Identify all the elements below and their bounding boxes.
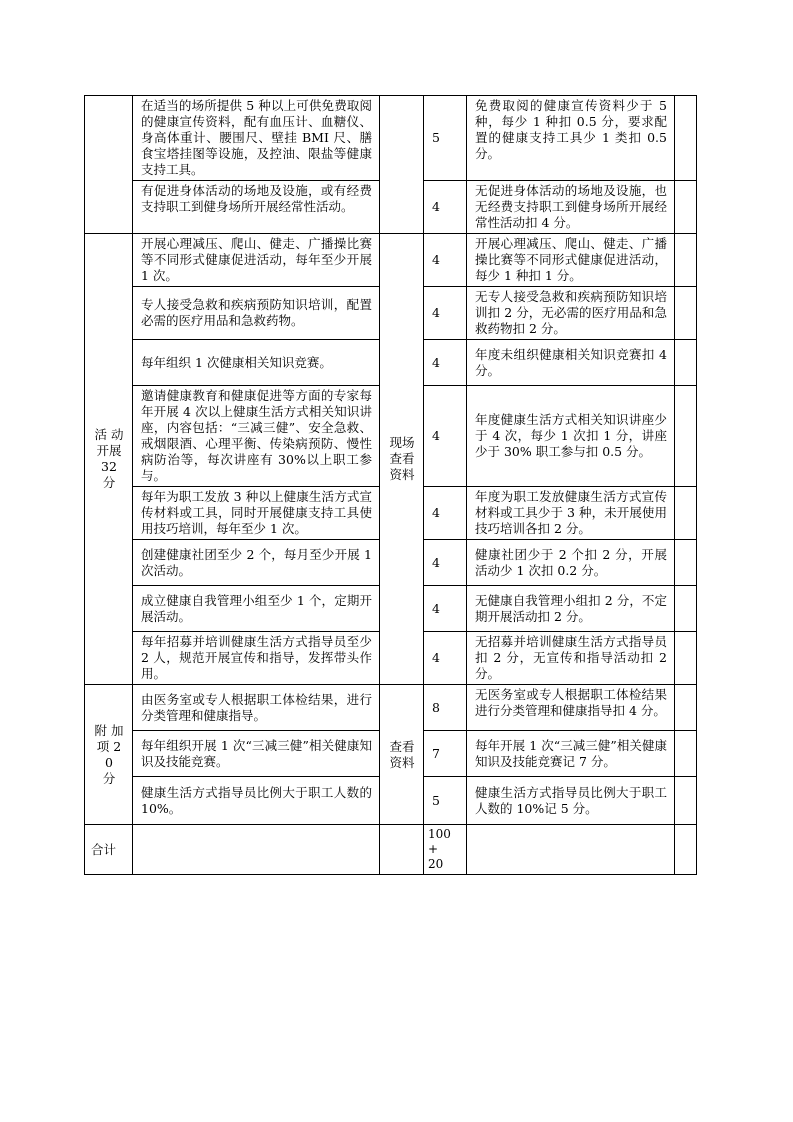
blank-cell [675,632,697,685]
content-cell: 开展心理减压、爬山、健走、广播操比赛等不同形式健康促进活动，每年至少开展 1 次。 [133,234,380,287]
score-cell: 4 [424,487,467,540]
method-bonus [380,685,424,825]
score-cell: 4 [424,234,467,287]
deduction-cell: 年度未组织健康相关知识竞赛扣 4 分。 [467,340,675,386]
category-activity [85,234,133,685]
score-cell: 5 [424,777,467,825]
table-row [85,96,697,181]
blank-cell [675,96,697,181]
content-cell: 在适当的场所提供 5 种以上可供免费取阅的健康宣传资料，配有血压计、血糖仪、身高体重计、腰围尺、壁挂 BMI 尺、膳食宝塔挂图等设施，及控油、限盐等健康支持工具。 [133,96,380,181]
deduction-cell: 无专人接受急救和疾病预防知识培训扣 2 分，无必需的医疗用品和急救药物扣 2 分。 [467,287,675,340]
deduction-cell: 年度为职工发放健康生活方式宣传材料或工具少于 3 种，未开展使用技巧培训各扣 2 分。 [467,487,675,540]
blank-cell [467,825,675,875]
content-cell: 每年招募并培训健康生活方式指导员至少 2 人，规范开展宣传和指导，发挥带头作用。 [133,632,380,685]
content-cell: 有促进身体活动的场地及设施，或有经费支持职工到健身场所开展经常性活动。 [133,181,380,234]
score-cell: 4 [424,540,467,586]
deduction-cell: 开展心理减压、爬山、健走、广播操比赛等不同形式健康促进活动，每少 1 种扣 1 分。 [467,234,675,287]
content-cell: 创建健康社团至少 2 个，每月至少开展 1 次活动。 [133,540,380,586]
content-cell: 每年组织 1 次健康相关知识竞赛。 [133,340,380,386]
deduction-cell: 健康生活方式指导员比例大于职工人数的 10%记 5 分。 [467,777,675,825]
content-cell: 邀请健康教育和健康促进等方面的专家每年开展 4 次以上健康生活方式相关知识讲座，内容包括：“三减三健”、安全急救、戒烟限酒、心理平衡、传染病预防、慢性病防治等，每次讲座有 30%以上职工参与。 [133,386,380,487]
category-line: 分 [102,770,116,786]
method-line: 资料 [389,467,415,482]
table-row-total [85,825,697,875]
content-cell: 由医务室或专人根据职工体检结果，进行分类管理和健康指导。 [133,685,380,731]
method-line: 查看 [389,738,415,754]
deduction-cell: 无招募并培训健康生活方式指导员扣 2 分，无宣传和指导活动扣 2 分。 [467,632,675,685]
deduction-cell: 无医务室或专人根据职工体检结果进行分类管理和健康指导扣 4 分。 [467,685,675,731]
blank-cell [675,825,697,875]
blank-cell [675,287,697,340]
content-cell: 专人接受急救和疾病预防知识培训，配置必需的医疗用品和急救药物。 [133,287,380,340]
blank-cell [675,181,697,234]
category-line: 32 分 [101,459,117,490]
total-label: 合计 [85,825,133,875]
blank-cell [675,340,697,386]
category-bonus [85,685,133,825]
score-cell: 4 [424,586,467,632]
content-cell: 每年组织开展 1 次“三减三健”相关健康知识及技能竞赛。 [133,731,380,777]
score-cell: 8 [424,685,467,731]
score-cell: 4 [424,632,467,685]
content-cell: 成立健康自我管理小组至少 1 个，定期开展活动。 [133,586,380,632]
score-cell: 4 [424,287,467,340]
blank-cell [380,825,424,875]
blank-cell [675,586,697,632]
total-score [424,825,467,875]
content-cell: 健康生活方式指导员比例大于职工人数的 10%。 [133,777,380,825]
score-cell: 5 [424,96,467,181]
score-cell: 4 [424,181,467,234]
table-row [85,685,697,731]
blank-cell [133,825,380,875]
blank-cell [675,386,697,487]
score-cell: 4 [424,386,467,487]
total-score-line: 20 [428,857,444,871]
method-activity [380,234,424,685]
deduction-cell: 无促进身体活动的场地及设施，也无经费支持职工到健身场所开展经常性活动扣 4 分。 [467,181,675,234]
category-line: 附 加 [94,722,124,738]
method-cell-continued [380,96,424,234]
table-row [85,234,697,287]
method-line: 资料 [389,754,415,770]
blank-cell [675,234,697,287]
scoring-table [84,95,697,875]
deduction-cell: 免费取阅的健康宣传资料少于 5 种，每少 1 种扣 0.5 分，要求配置的健康支持工具少 1 类扣 0.5 分。 [467,96,675,181]
category-line: 活 动 [94,427,124,442]
deduction-cell: 无健康自我管理小组扣 2 分，不定期开展活动扣 2 分。 [467,586,675,632]
blank-cell [675,731,697,777]
category-line: 项 20 [96,738,122,770]
category-line: 开展 [96,443,122,458]
content-cell: 每年为职工发放 3 种以上健康生活方式宣传材料或工具，同时开展健康支持工具使用技巧培训，每年至少 1 次。 [133,487,380,540]
blank-cell [675,777,697,825]
blank-cell [675,685,697,731]
score-cell: 4 [424,340,467,386]
total-score-line: 100+ [428,827,451,856]
method-line: 现场 [389,435,415,450]
category-cell-continued [85,96,133,234]
deduction-cell: 健康社团少于 2 个扣 2 分，开展活动少 1 次扣 0.2 分。 [467,540,675,586]
blank-cell [675,540,697,586]
score-cell: 7 [424,731,467,777]
method-line: 查看 [389,451,415,466]
deduction-cell: 每年开展 1 次“三减三健”相关健康知识及技能竞赛记 7 分。 [467,731,675,777]
deduction-cell: 年度健康生活方式相关知识讲座少于 4 次，每少 1 次扣 1 分，讲座少于 30% 职工参与扣 0.5 分。 [467,386,675,487]
blank-cell [675,487,697,540]
